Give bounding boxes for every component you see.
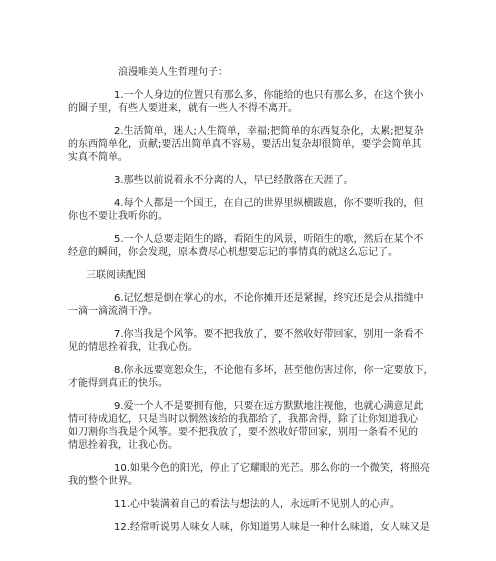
- paragraph-group: [68, 89, 430, 259]
- paragraph-line: 情可待成追忆，只是当时以惘然该给的我都给了，我都舍得，除了让你知道我心: [68, 414, 418, 425]
- paragraph-line: 8.你永远要宽恕众生，不论他有多坏，甚至他伤害过你，你一定要放下，: [114, 365, 434, 376]
- paragraph: [68, 521, 430, 534]
- paragraph: [68, 125, 430, 164]
- paragraph-line: 一滴一滴流淌干净。: [68, 306, 158, 317]
- paragraph: [68, 364, 434, 390]
- paragraph-line: 我的整个世界。: [68, 476, 138, 487]
- paragraph-line: 如刀割你当我是个风筝。要不把我放了，要不然收好带回家，别用一条看不见的: [68, 427, 418, 438]
- paragraph-line: 你也不要让我听你的。: [68, 211, 168, 222]
- paragraph-line: 4.每个人都是一个国王，在自己的世界里纵横跋扈，你不要听我的，但: [114, 198, 424, 209]
- paragraph-line: 9.爱一个人不是要拥有他，只要在远方默默地注视他，也就心满意足此: [114, 401, 424, 412]
- paragraph-line: 6.记忆想是倒在掌心的水，不论你摊开还是紧握，终究还是会从指缝中: [114, 293, 424, 304]
- paragraph: [68, 89, 430, 115]
- document-title: 浪漫唯美人生哲理句子：: [118, 67, 228, 78]
- paragraph: [68, 197, 430, 223]
- paragraph: [68, 174, 430, 187]
- paragraph-line: 11.心中装满着自己的看法与想法的人，永远听不见别人的心声。: [114, 499, 400, 510]
- paragraph: [68, 328, 430, 354]
- paragraph: [68, 292, 430, 318]
- paragraph-line: 见的情思拴着我，让我心伤。: [68, 342, 198, 353]
- paragraph-line: 的圈子里，有些人要进来，就有一些人不得不离开。: [68, 103, 298, 114]
- paragraph-line: 5.一个人总要走陌生的路，看陌生的风景，听陌生的歌，然后在某个不: [114, 234, 424, 245]
- paragraph: [68, 400, 430, 452]
- paragraph-line: 才能得到真正的快乐。: [68, 378, 168, 389]
- paragraph-line: 7.你当我是个风筝。要不把我放了，要不然收好带回家，别用一条看不: [114, 329, 424, 340]
- paragraph-line: 12.经常听说男人味女人味，你知道男人味是一种什么味道，女人味又是: [114, 522, 430, 533]
- paragraph-line: 3.那些以前说着永不分离的人，早已经散落在天涯了。: [114, 175, 354, 186]
- paragraph-line: 的东西简单化，贡献;要活出简单真不容易，要活出复杂却很简单，要学会简单其: [68, 139, 422, 150]
- paragraph: [68, 233, 430, 259]
- section-subheading: 三联阅读配图: [86, 270, 146, 281]
- paragraph: [68, 498, 430, 511]
- paragraph-line: 2.生活简单，迷人;人生简单，幸福;把简单的东西复杂化，太累;把复杂: [114, 126, 424, 137]
- paragraph-line: 10.如果今色的阳光，停止了它耀眼的光芒。那么你的一个微笑，将照亮: [114, 463, 430, 474]
- paragraph: [68, 462, 430, 488]
- paragraph-line: 经意的瞬间，你会发现，原本费尽心机想要忘记的事情真的就这么忘记了。: [68, 247, 398, 258]
- paragraph-line: 情思拴着我，让我心伤。: [68, 440, 178, 451]
- paragraph-group: [68, 292, 434, 534]
- paragraph-line: 实真不简单。: [68, 152, 128, 163]
- paragraph-line: 1.一个人身边的位置只有那么多，你能给的也只有那么多，在这个狭小: [114, 90, 424, 101]
- document-body: [68, 66, 434, 544]
